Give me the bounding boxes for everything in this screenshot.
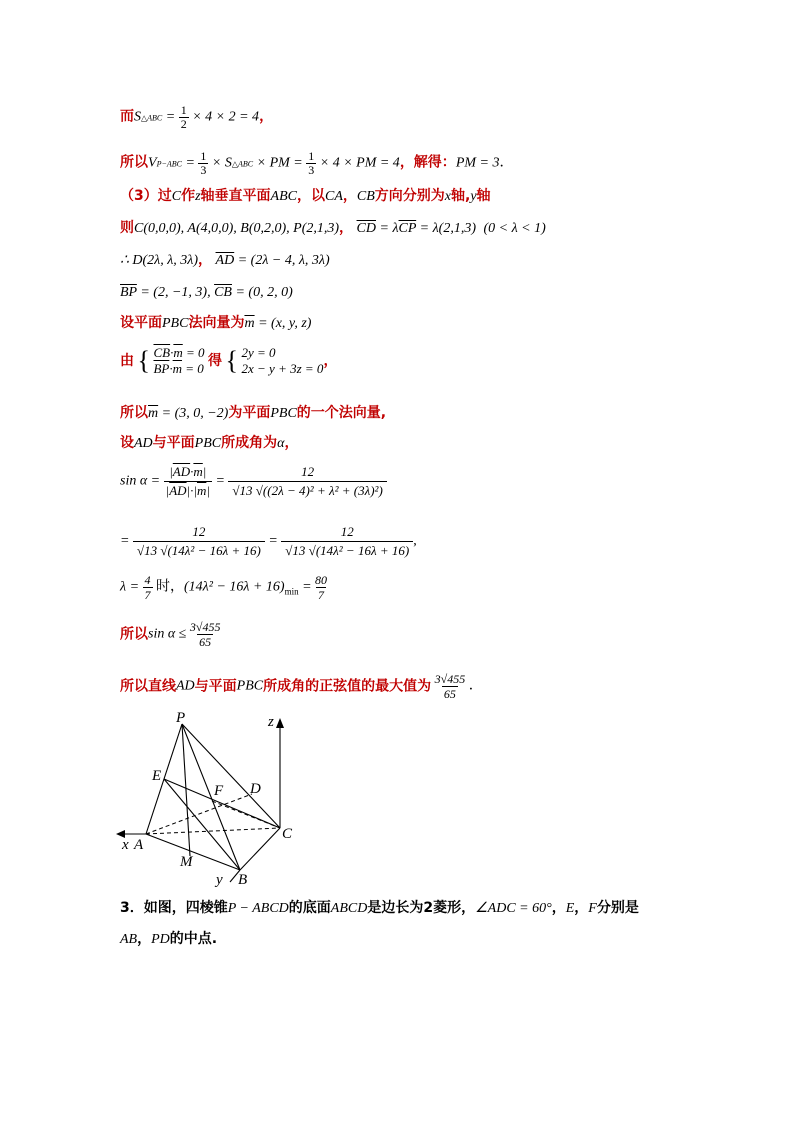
- label-D: D: [250, 781, 261, 797]
- line-14: 所以sin α ≤ 3√455 65: [120, 620, 221, 649]
- line-15: 所以直线AD与平面PBC所成角的正弦值的最大值为 3√455 65 ．: [120, 672, 483, 701]
- line-16: 3．如图，四棱锥P − ABCD的底面ABCD是边长为2菱形，∠ADC = 60°，E，F分别是: [120, 900, 639, 916]
- label-z: z: [268, 714, 274, 730]
- line-12: = 12 √13 √(14λ² − 16λ + 16) = 12 √13 √(14λ² − 16λ + 16),: [120, 524, 417, 558]
- line-1: 而S△ABC = 1 2 × 4 × 2 = 4，: [120, 103, 274, 131]
- line-5: ∴ D(2λ, λ, 3λ)， $\overline{AD} = (2\lambda - 4$, λ, 3λ): [120, 252, 330, 268]
- line-2: 所以VP−ABC = 1 3 × S△ABC × PM = 1 3 × 4 × PM = 4，解得：PM = 3．: [120, 149, 514, 177]
- line-8: 由 { $\overline{CB}\cdot\overline{m} = 0$ $\overline{BP}\cdot\overline{m} = 0$ 得 { 2y = 0 2x − y + 3z = 0，: [120, 345, 338, 376]
- label-P: P: [176, 710, 186, 726]
- label-B: B: [238, 872, 248, 888]
- edge-AB: [146, 834, 240, 870]
- label-y: y: [216, 872, 223, 888]
- label-M: M: [180, 854, 193, 870]
- edge-AD-dashed: [146, 794, 252, 834]
- z-arrow-icon: [276, 718, 284, 728]
- line-6: $\overline{BP} = (2$, −1, 3), $\overline{CB} = (0$, 2, 0): [120, 285, 293, 300]
- line-10: 设AD与平面PBC所成角为α，: [120, 435, 299, 451]
- line-4: 则C(0,0,0), A(4,0,0), B(0,2,0), P(2,1,3)， $\overline{CD} = \lambda\overline{CP} = \lambda(2,1,3) (0 < \lambda < 1)$: [120, 220, 546, 236]
- label-C: C: [282, 826, 293, 842]
- line-9: 所以$\overline{m} = (3$, 0, −2)为平面PBC的一个法向量,: [120, 405, 387, 421]
- edge-BC: [240, 828, 280, 870]
- edge-EB: [164, 779, 240, 870]
- label-E: E: [152, 768, 162, 784]
- edge-PC: [182, 724, 280, 828]
- edge-AC-dashed: [146, 828, 280, 834]
- line-11: $\sin \alpha = \frac{|\overline{AD}\cdot\overline{m}|}{|\overline{AD}|\cdot|\overline{m}|} = \frac{12}{\text{√13 √((2λ − 4)² + λ² + (3λ)²)}}$: [120, 463, 387, 500]
- edge-PB: [182, 724, 240, 870]
- label-F: F: [214, 783, 224, 799]
- label-A: A: [134, 837, 144, 853]
- label-x: x: [122, 837, 129, 853]
- line-3: （3）过C作z轴垂直平面ABC，以CA，CB方向分别为x轴,y轴: [120, 188, 491, 204]
- pyramid-figure: [112, 706, 312, 888]
- line-17: AB，PD的中点.: [120, 931, 218, 947]
- line-13: λ = 4 7 时，$(14\lambda^2 - 16\lambda + 16)_{min} = 80$ 7: [120, 573, 328, 602]
- line-7: 设平面PBC法向量为$\overline{m} = (x$, y, z): [120, 315, 312, 331]
